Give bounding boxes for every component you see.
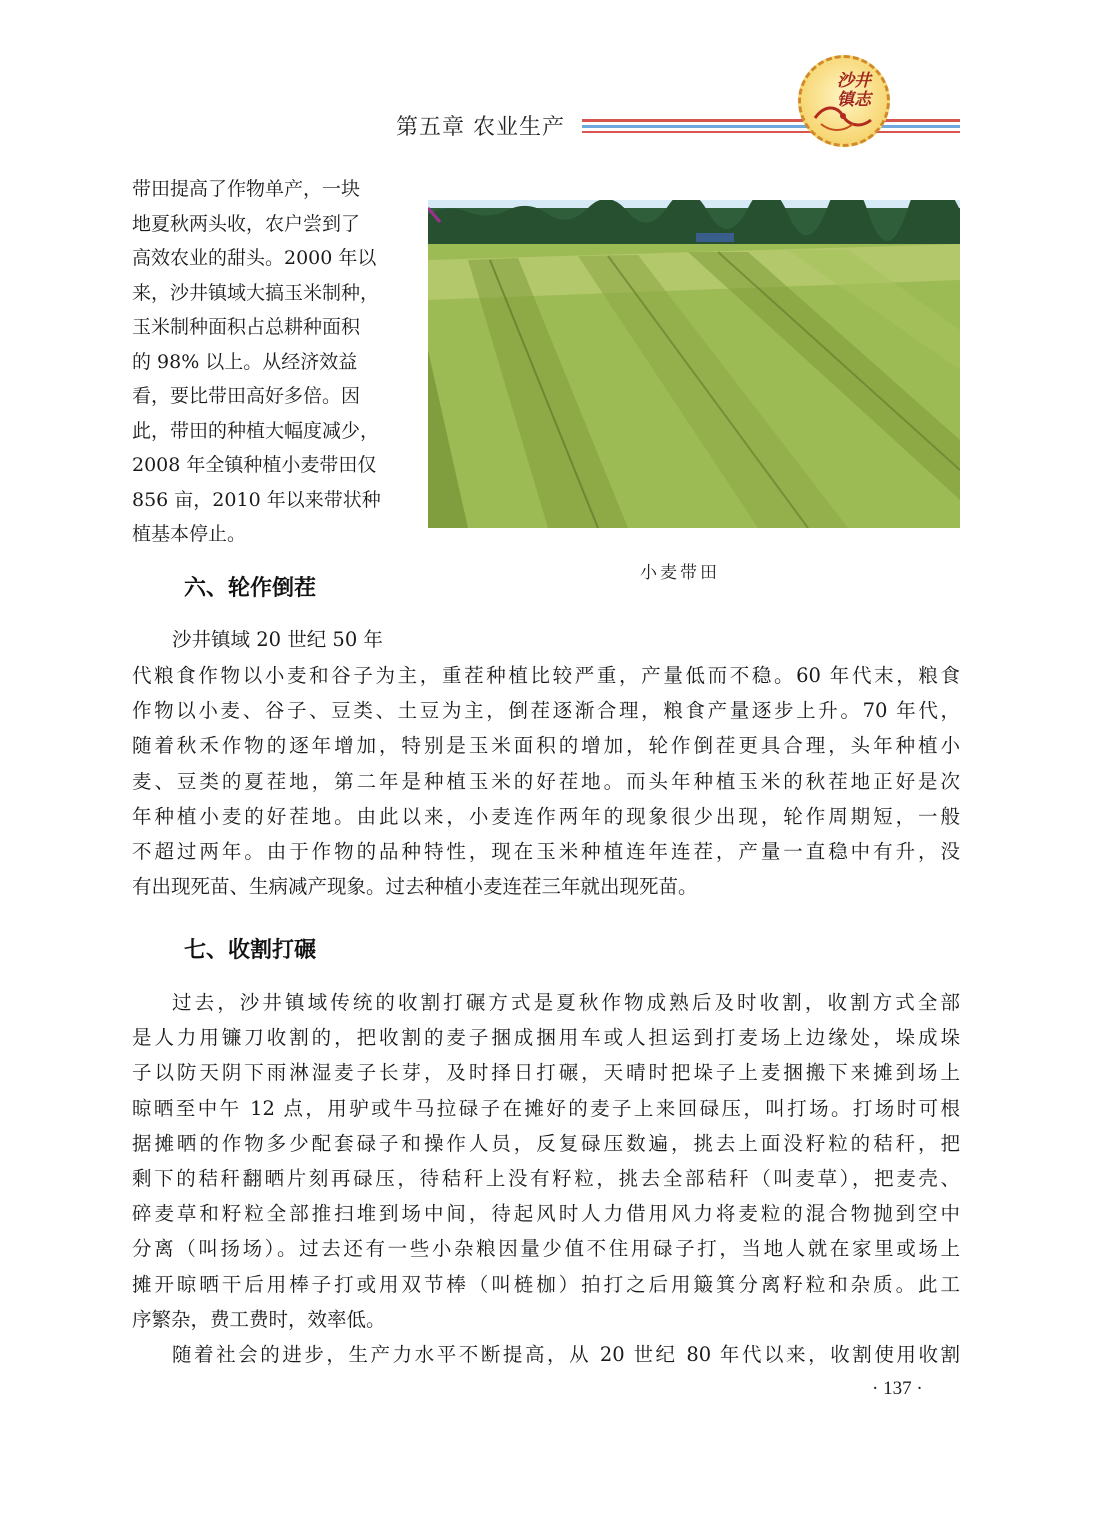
header-rule-blue — [582, 125, 960, 128]
text-line: 2008 年全镇种植小麦带田仅 — [132, 454, 377, 476]
text-line: 带田提高了作物单产，一块 — [132, 178, 361, 200]
left-column-text — [132, 172, 412, 552]
text-line: 剩下的秸秆翻晒片刻再碌压，待秸秆上没有籽粒，挑去全部秸秆（叫麦草），把麦壳、 — [132, 1167, 960, 1191]
seal-text: 沙井 镇志 — [837, 71, 871, 110]
text-line: 子以防天阴下雨淋湿麦子长芽，及时择日打碾，天晴时把垛子上麦捆搬下来摊到场上 — [132, 1061, 960, 1085]
text-line: 856 亩，2010 年以来带状种 — [132, 488, 381, 511]
section6-first-line — [172, 622, 472, 657]
page-number: · 137 · — [872, 1378, 923, 1399]
section6-paragraph — [132, 658, 960, 904]
text-line: 玉米制种面积占总耕种面积 — [132, 316, 361, 338]
text-line: 据摊晒的作物多少配套碌子和操作人员，反复碌压数遍，挑去上面没籽粒的秸秆，把 — [132, 1131, 960, 1155]
header-rule-red-top — [582, 119, 960, 122]
section-heading-crop-rotation: 六、轮作倒茬 — [184, 576, 317, 601]
photo-caption: 小麦带田 — [640, 563, 720, 583]
text-line: 作物以小麦、谷子、豆类、土豆为主，倒茬逐渐合理，粮食产量逐步上升。70 年代， — [132, 699, 960, 723]
text-line: 晾晒至中午 12 点，用驴或牛马拉碌子在摊好的麦子上来回碌压，叫打场。打场时可根 — [132, 1096, 960, 1120]
text-line: 植基本停止。 — [132, 523, 247, 545]
text-line: 麦、豆类的夏茬地，第二年是种植玉米的好茬地。而头年种植玉米的秋茬地正好是次 — [132, 769, 960, 793]
text-line: 沙井镇域 20 世纪 50 年 — [172, 628, 383, 651]
phoenix-icon — [813, 98, 873, 138]
wheat-field-photo — [428, 200, 960, 528]
section7-paragraph-2 — [132, 1337, 960, 1372]
text-line: 看，要比带田高好多倍。因 — [132, 385, 361, 407]
text-line: 随着社会的进步，生产力水平不断提高，从 20 世纪 80 年代以来，收割使用收割 — [172, 1343, 960, 1366]
section7-paragraph-1 — [132, 985, 960, 1337]
text-line: 来，沙井镇域大搞玉米制种， — [132, 281, 380, 304]
town-chronicle-seal-logo — [798, 55, 890, 147]
text-line: 序繁杂，费工费时，效率低。 — [132, 1307, 386, 1331]
text-line: 地夏秋两头收，农户尝到了 — [132, 212, 361, 235]
text-line: 是人力用镰刀收割的，把收割的麦子捆成捆用车或人担运到打麦场上边缘处，垛成垛 — [132, 1026, 960, 1050]
section-heading-harvest-threshing: 七、收割打碾 — [184, 938, 317, 963]
text-line: 过去，沙井镇域传统的收割打碾方式是夏秋作物成熟后及时收割，收割方式全部 — [172, 991, 960, 1014]
text-line: 不超过两年。由于作物的品种特性，现在玉米种植连年连茬，产量一直稳中有升，没 — [132, 840, 960, 864]
text-line: 代粮食作物以小麦和谷子为主，重茬种植比较严重，产量低而不稳。60 年代末，粮食 — [132, 664, 960, 687]
text-line: 摊开晾晒干后用棒子打或用双节棒（叫梿枷）拍打之后用簸箕分离籽粒和杂质。此工 — [132, 1272, 960, 1296]
text-line: 年种植小麦的好茬地。由此以来，小麦连作两年的现象很少出现，轮作周期短，一般 — [132, 804, 960, 828]
text-line: 碎麦草和籽粒全部推扫堆到场中间，待起风时人力借用风力将麦粒的混合物抛到空中 — [132, 1202, 960, 1226]
header-rule-red-bottom — [582, 131, 960, 133]
text-line: 分离（叫扬场）。过去还有一些小杂粮因量少值不住用碌子打，当地人就在家里或场上 — [132, 1237, 960, 1261]
text-line: 的 98% 以上。从经济效益 — [132, 350, 358, 373]
text-line: 随着秋禾作物的逐年增加，特别是玉米面积的增加，轮作倒茬更具合理，头年种植小 — [132, 734, 960, 758]
text-line: 有出现死苗、生病减产现象。过去种植小麦连茬三年就出现死苗。 — [132, 875, 698, 899]
chapter-title: 第五章 农业生产 — [396, 115, 565, 140]
text-line: 此，带田的种植大幅度减少， — [132, 419, 380, 442]
text-line: 高效农业的甜头。2000 年以 — [132, 247, 377, 269]
